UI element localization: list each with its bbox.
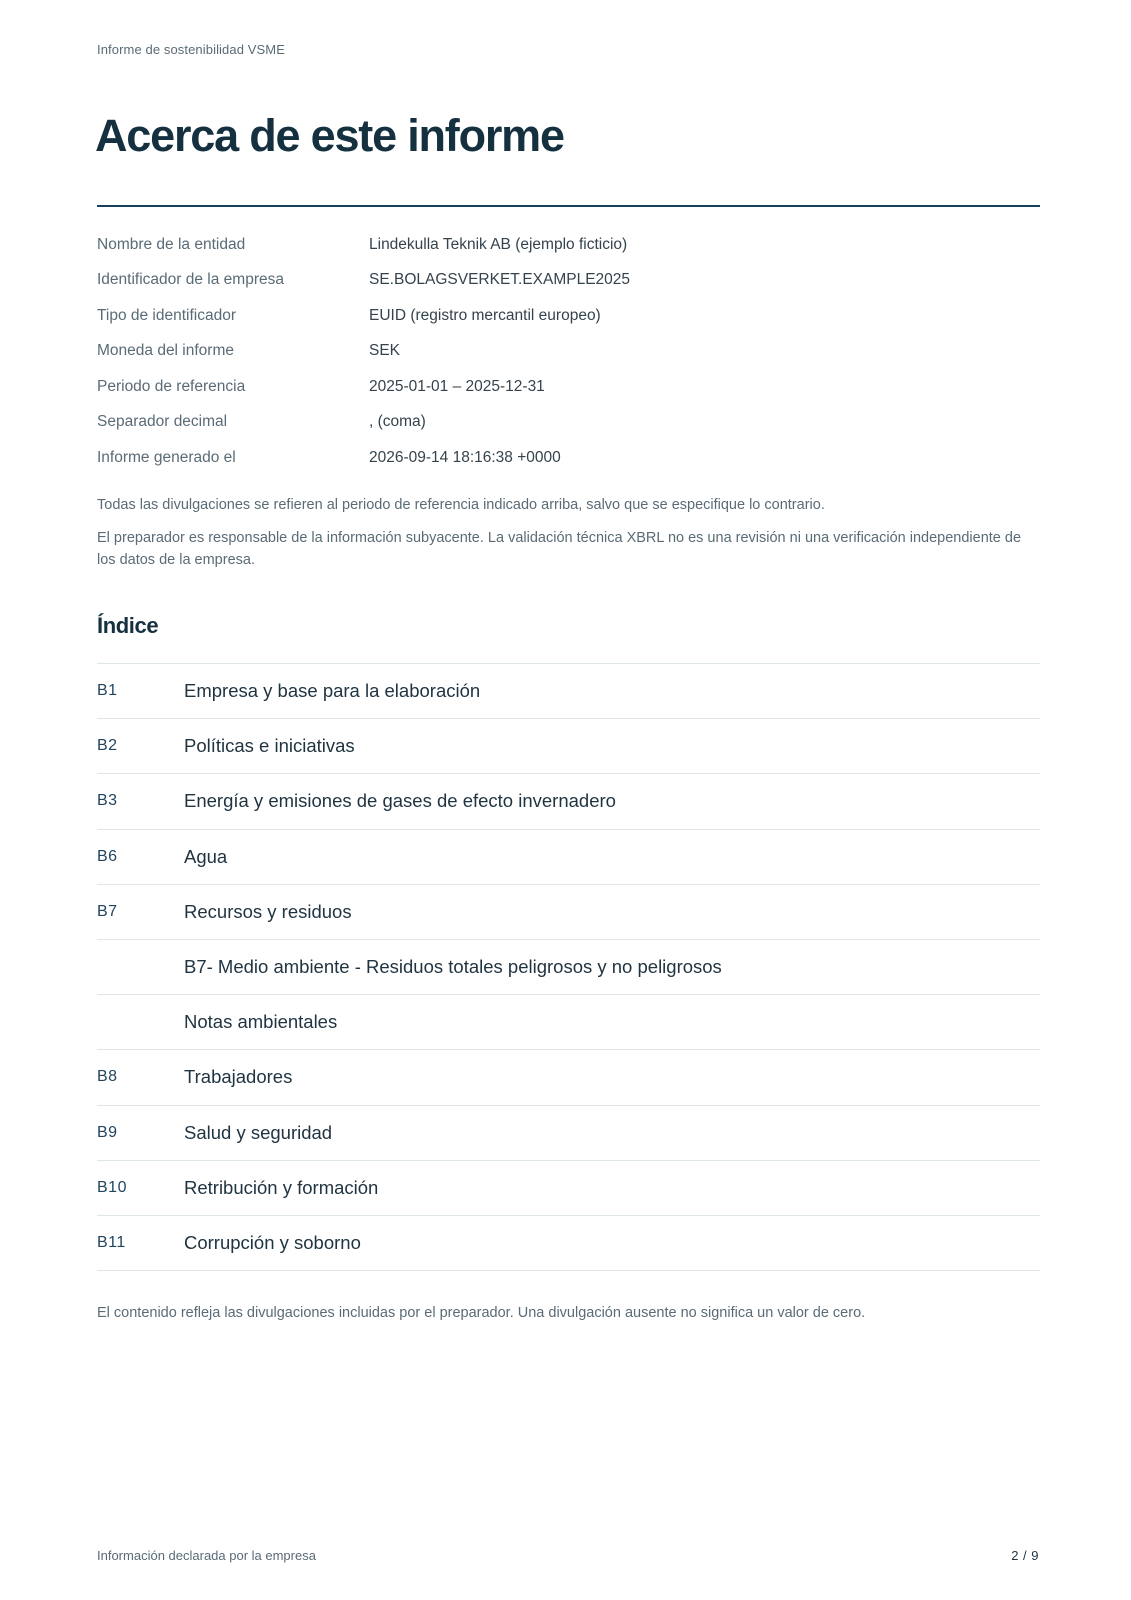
toc-item-b6[interactable] (97, 830, 1040, 885)
toc-item-b3[interactable] (97, 774, 1040, 829)
toc-item-b9[interactable] (97, 1106, 1040, 1161)
toc-item-b8[interactable] (97, 1050, 1040, 1105)
metadata-value: , (coma) (369, 413, 426, 431)
toc-item-code: B11 (97, 1233, 126, 1251)
title-divider (97, 205, 1040, 207)
metadata-value: EUID (registro mercantil europeo) (369, 306, 601, 324)
toc-item-title: Recursos y residuos (184, 900, 352, 922)
metadata-label: Moneda del informe (97, 342, 234, 360)
report-metadata-table (97, 227, 1040, 476)
metadata-row-decimal-separator (97, 405, 1040, 441)
report-notes (97, 494, 1040, 582)
toc-item-title: B7- Medio ambiente - Residuos totales peligrosos y no peligrosos (184, 956, 722, 978)
toc-item-title: Salud y seguridad (184, 1121, 333, 1143)
toc-item-environmental-notes[interactable] (97, 995, 1040, 1050)
page-title: Acerca de este informe (95, 110, 564, 161)
toc-item-title: Políticas e iniciativas (184, 735, 355, 757)
metadata-value: SE.BOLAGSVERKET.EXAMPLE2025 (369, 271, 631, 289)
metadata-row-reference-period (97, 369, 1040, 405)
metadata-label: Separador decimal (97, 413, 228, 431)
toc-item-code: B8 (97, 1068, 118, 1086)
toc-heading: Índice (97, 613, 159, 638)
toc-item-code: B10 (97, 1178, 127, 1196)
metadata-value: 2026-09-14 18:16:38 +0000 (369, 448, 561, 466)
toc-item-title: Corrupción y soborno (184, 1231, 361, 1253)
toc-item-title: Energía y emisiones de gases de efecto invernadero (184, 790, 616, 812)
closing-note: El contenido refleja las divulgaciones incluidas por el preparador. Una divulgación ausente no significa un valor de cero. (97, 1305, 866, 1321)
toc-item-code: B1 (97, 682, 118, 700)
toc-item-b1[interactable] (97, 664, 1040, 719)
toc-item-title: Agua (184, 845, 228, 867)
toc-item-code: B7 (97, 902, 118, 920)
metadata-row-company-identifier (97, 263, 1040, 299)
toc-item-code: B3 (97, 792, 118, 810)
metadata-value: 2025-01-01 – 2025-12-31 (369, 377, 545, 395)
metadata-value: SEK (369, 342, 401, 360)
toc-item-b7[interactable] (97, 885, 1040, 940)
metadata-label: Periodo de referencia (97, 377, 246, 395)
metadata-row-identifier-type (97, 298, 1040, 334)
toc-item-code: B2 (97, 737, 118, 755)
toc-item-title: Notas ambientales (184, 1011, 338, 1033)
toc-item-b10[interactable] (97, 1161, 1040, 1216)
footer-source-note: Información declarada por la empresa (97, 1548, 316, 1563)
table-of-contents (97, 663, 1040, 1271)
metadata-label: Tipo de identificador (97, 306, 237, 324)
toc-item-b7-waste[interactable] (97, 940, 1040, 995)
reference-period-note: Todas las divulgaciones se refieren al periodo de referencia indicado arriba, salvo que se especifique lo contrario. (97, 497, 825, 513)
toc-item-title: Retribución y formación (184, 1176, 379, 1198)
page-number: 2 / 9 (1011, 1548, 1039, 1563)
toc-item-code: B6 (97, 847, 118, 865)
toc-item-b2[interactable] (97, 719, 1040, 774)
metadata-row-entity-name (97, 227, 1040, 263)
toc-item-code: B9 (97, 1123, 118, 1141)
responsibility-note: El preparador es responsable de la información subyacente. La validación técnica XBRL no es una revisión ni una verificación independiente de los datos de la empresa. (97, 530, 1022, 568)
toc-item-b11[interactable] (97, 1216, 1040, 1271)
toc-item-title: Empresa y base para la elaboración (184, 680, 481, 702)
metadata-label: Informe generado el (97, 448, 236, 466)
metadata-label: Identificador de la empresa (97, 271, 284, 289)
metadata-value: Lindekulla Teknik AB (ejemplo ficticio) (369, 235, 628, 253)
metadata-label: Nombre de la entidad (97, 235, 246, 253)
running-header: Informe de sostenibilidad VSME (97, 42, 285, 57)
metadata-row-currency (97, 334, 1040, 370)
toc-item-title: Trabajadores (184, 1066, 293, 1088)
metadata-row-generated-at (97, 440, 1040, 476)
